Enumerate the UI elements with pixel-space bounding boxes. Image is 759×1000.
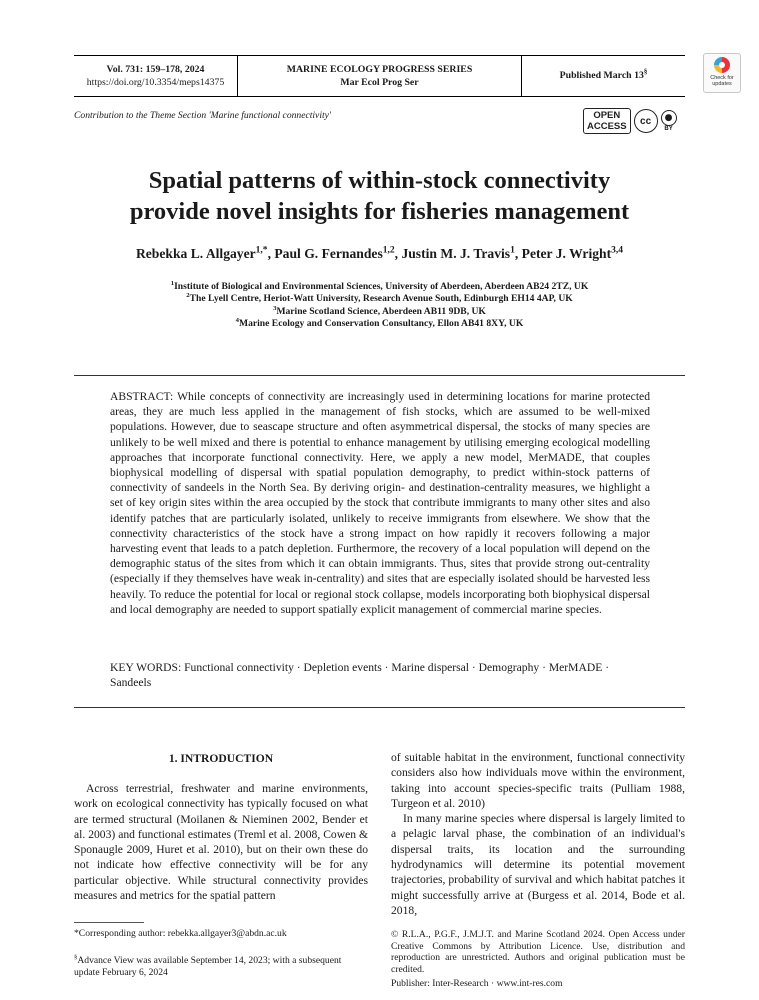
copyright-notice: © R.L.A., P.G.F., J.M.J.T. and Marine Scotland 2024. Open Access under Creative Commons by Attribution Licence. Use, distribution and reproduction are unrestricted. Authors and original publication must be credited. <box>391 929 685 975</box>
paragraph: In many marine species where dispersal is largely limited to a pelagic larval phase, the combination of an individual's dispersal traits, its location and the surrounding hydrodynamics will determine its potential movement trajectories, probability of survival and which habitat patches it might successfully arrive at (Burgess et al. 2014, Bode et al. 2018, <box>391 812 685 917</box>
keywords: KEY WORDS: Functional connectivity · Depletion events · Marine dispersal · Demography · MerMADE · Sandeels <box>110 661 610 690</box>
crossmark-icon <box>714 57 730 73</box>
by-badge[interactable] <box>661 110 677 132</box>
series-info <box>238 63 521 89</box>
license-badges[interactable] <box>583 108 677 134</box>
advance-mark: § <box>74 953 78 961</box>
affiliation <box>0 306 759 318</box>
affiliation-num: 3 <box>273 304 277 312</box>
published-date <box>522 69 685 82</box>
divider-bottom <box>74 707 685 708</box>
section-heading: 1. INTRODUCTION <box>168 752 274 765</box>
author-name: Rebekka L. Allgayer <box>135 246 256 261</box>
title-line-1: Spatial patterns of within-stock connectivity <box>148 167 611 194</box>
contribution-note: Contribution to the Theme Section 'Marine functional connectivity' <box>74 110 331 121</box>
cc-icon[interactable]: cc <box>634 109 658 133</box>
affiliation-text: Marine Scotland Science, Aberdeen AB11 9DB, UK <box>276 305 486 317</box>
affiliation-text: Marine Ecology and Conservation Consultancy, Ellon AB41 8XY, UK <box>239 318 524 330</box>
publisher-line: Publisher: Inter-Research · www.int-res.com <box>391 978 563 989</box>
published-label: Published March 13 <box>559 70 644 81</box>
footnote-rule <box>74 922 144 923</box>
affiliation-text: Institute of Biological and Environmental Sciences, University of Aberdeen, Aberdeen AB24 2TZ, UK <box>174 281 589 292</box>
volume-info <box>74 63 237 89</box>
series-name: MARINE ECOLOGY PROGRESS SERIES <box>286 64 473 75</box>
affiliation-text: The Lyell Centre, Heriot-Watt University, Research Avenue South, Edinburgh EH14 4AP, UK <box>189 293 573 305</box>
person-icon: ● <box>661 110 677 126</box>
paragraph: of suitable habitat in the environment, functional connectivity considers also how individuals move within the environment, taking into account species-specific traits (Pulliam 1988, Turgeon et al. 2010) <box>391 751 685 810</box>
abstract: ABSTRACT: While concepts of connectivity are increasingly used in determining locations for marine protected areas, they are much less applied in the management of fish stocks, which are assumed to be well-mixed populations. However, due to seascape structure and often asymmetrical dispersal, the stocks of many species are unlikely to be well mixed and there is potential to enhance management by utilising emerging ecological modelling approaches that incorporate functional connectivity. Here, we apply a new model, MerMADE, that couples biophysical modelling of dispersal with spatial population demography, to predict within-stock patterns of connectivity of sandeels in the North Sea. By deriving origin- and destination-centrality measures, we highlight a set of key origin sites within the area occupied by the stock that contribute immigrants to many other sites and also identify patches that are particularly isolated, unlikely to receive immigrants from elsewhere. We show that the connectivity characteristics of the stock have a strong impact on how rapidly it recovers following a major harvesting event that leads to a patch depletion. Furthermore, the recovery of a local population will depend on the demographic status of the sites from which it can obtain immigrants. Thus, sites that provide strong out-centrality (especially if they themselves have weak in-centrality) and sites that are especially isolated should be harvested less heavily. To reduce the potential for local or regional stock collapse, models incorporating both biophysical dispersal and local demography are needed to support spatially explicit management of commercial marine species. <box>110 390 650 616</box>
affiliation-num: 2 <box>186 292 190 300</box>
advance-text: Advance View was available September 14, 2023; with a subsequent update February 6, 2024 <box>74 955 342 979</box>
advance-view-note <box>74 955 368 979</box>
affiliation-num: 4 <box>235 317 240 325</box>
affiliations <box>0 281 759 331</box>
intro-left-column: Across terrestrial, freshwater and marine environments, work on ecological connectivity has typically focused on what are termed structural (Moilanen & Nieminen 2002, Bender et al. 2003) and functional estimates (Treml et al. 2008, Cowen & Sponaugle 2009, Huret et al. 2010), but on their own these do not indicate how effective connectivity will be for any particular objective. While structural connectivity provides measures and metrics for the spatial pattern <box>74 782 368 903</box>
series-abbrev: Mar Ecol Prog Ser <box>340 77 419 88</box>
author-name: Peter J. Wright <box>521 246 612 261</box>
open-access-badge[interactable] <box>583 108 631 134</box>
volume-label: Vol. 731: 159–178, 2024 <box>106 64 205 75</box>
divider-top <box>74 375 685 376</box>
by-label: BY <box>664 126 673 132</box>
affiliation <box>0 318 759 330</box>
open-access-line2: ACCESS <box>587 121 627 132</box>
affiliation-num: 1 <box>170 279 175 287</box>
affiliation <box>0 293 759 305</box>
intro-right-column <box>391 750 685 918</box>
author-name: Paul G. Fernandes <box>274 246 383 261</box>
title-line-2: provide novel insights for fisheries management <box>129 198 630 225</box>
affiliation <box>0 281 759 293</box>
corresponding-author: *Corresponding author: rebekka.allgayer3@abdn.ac.uk <box>74 928 287 939</box>
check-for-updates-badge[interactable] <box>703 53 741 93</box>
article-title <box>0 165 759 227</box>
author-sup: 1 <box>510 245 515 256</box>
author-sup: 1,* <box>255 245 268 256</box>
author-list: Rebekka L. Allgayer$^{1,*}$, Paul G. Fernandes$^{1,2}$, Justin M. J. Travis$^1$, Peter J. Wright$^{3,4}$ <box>135 245 624 261</box>
author-sup: 1,2 <box>382 245 395 256</box>
open-access-line1: OPEN <box>593 110 621 121</box>
doi-link[interactable]: https://doi.org/10.3354/meps14375 <box>86 77 225 88</box>
author-name: Justin M. J. Travis <box>401 246 511 261</box>
published-mark: § <box>643 68 648 76</box>
crossmark-label: Check for updates <box>710 75 734 87</box>
author-sup: 3,4 <box>611 245 624 256</box>
